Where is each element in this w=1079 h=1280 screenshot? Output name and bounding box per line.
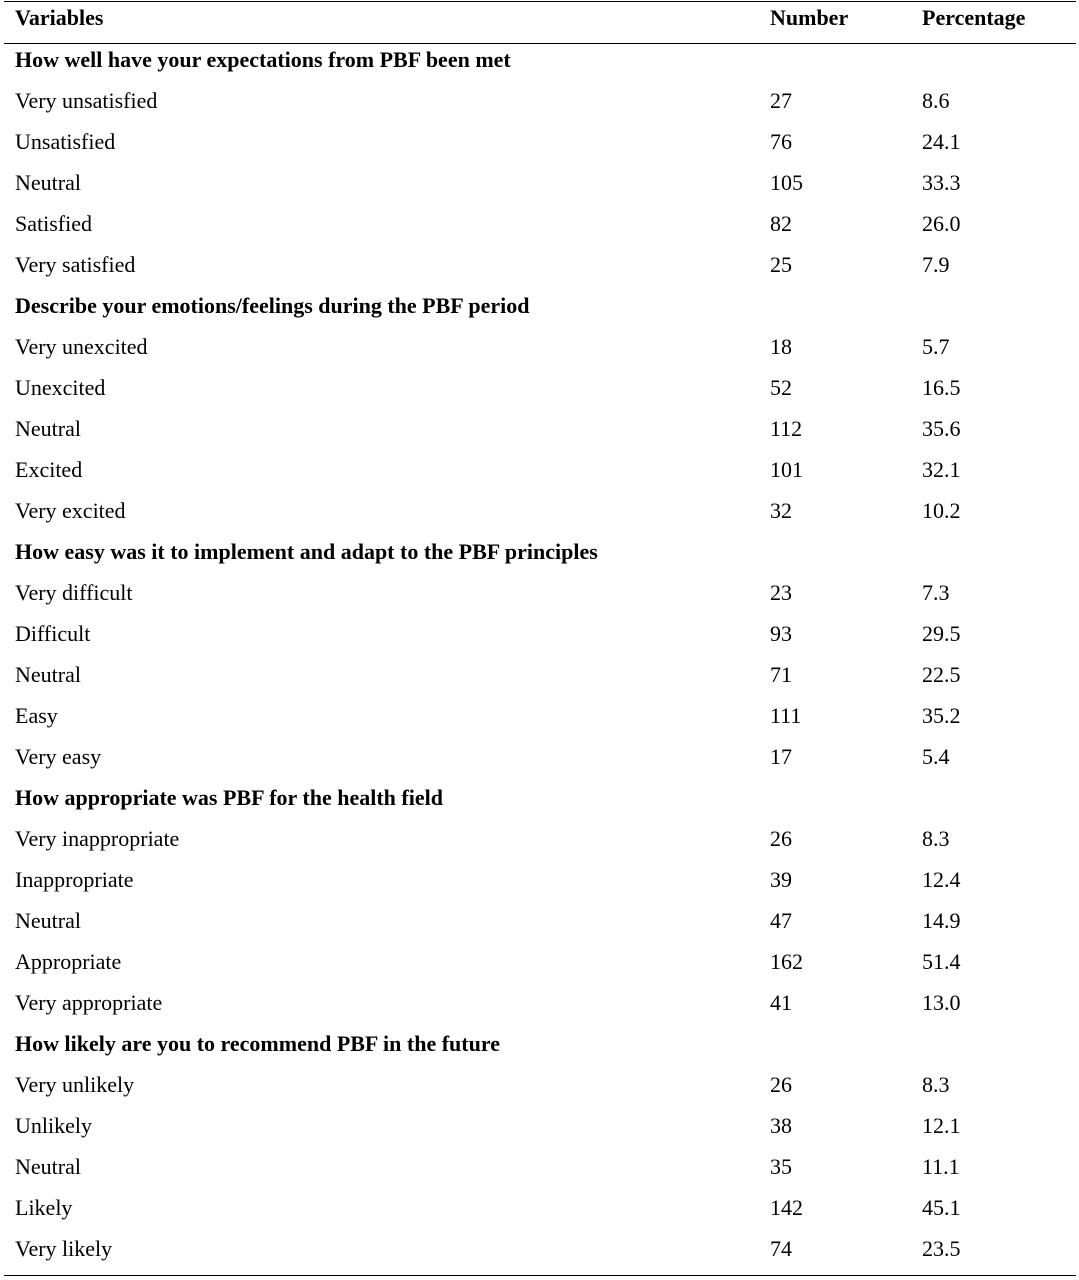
- row-percentage: 5.4: [922, 744, 950, 769]
- row-percentage: 35.6: [922, 416, 961, 441]
- row-label: Neutral: [15, 662, 81, 687]
- row-percentage: 8.6: [922, 88, 950, 113]
- table-row: [0, 1187, 1079, 1228]
- section-title-row: [0, 1023, 1079, 1064]
- table-row: [0, 818, 1079, 859]
- row-number: 105: [770, 170, 803, 195]
- row-label: Neutral: [15, 908, 81, 933]
- row-percentage: 45.1: [922, 1195, 961, 1220]
- row-label: Very excited: [15, 498, 126, 523]
- section-title-row: [0, 777, 1079, 818]
- row-label: Unexcited: [15, 375, 106, 400]
- table-row: [0, 613, 1079, 654]
- row-label: Difficult: [15, 621, 91, 646]
- table-row: [0, 80, 1079, 121]
- row-number: 111: [770, 703, 802, 728]
- row-percentage: 33.3: [922, 170, 961, 195]
- row-label: Likely: [15, 1195, 73, 1220]
- row-percentage: 8.3: [922, 826, 950, 851]
- row-percentage: 16.5: [922, 375, 961, 400]
- row-percentage: 7.3: [922, 580, 950, 605]
- table-row: [0, 244, 1079, 285]
- row-number: 39: [770, 867, 792, 892]
- row-label: Satisfied: [15, 211, 92, 236]
- table-row: [0, 408, 1079, 449]
- row-percentage: 35.2: [922, 703, 961, 728]
- section-title: How well have your expectations from PBF been met: [15, 47, 511, 72]
- table-row: [0, 900, 1079, 941]
- section-title-row: [0, 39, 1079, 80]
- row-percentage: 32.1: [922, 457, 961, 482]
- table-row: [0, 1228, 1079, 1269]
- row-number: 23: [770, 580, 792, 605]
- row-label: Very appropriate: [15, 990, 163, 1015]
- row-percentage: 22.5: [922, 662, 961, 687]
- row-number: 32: [770, 498, 792, 523]
- row-number: 82: [770, 211, 792, 236]
- row-number: 26: [770, 826, 792, 851]
- header-percentage: Percentage: [922, 5, 1026, 30]
- row-number: 35: [770, 1154, 792, 1179]
- row-number: 71: [770, 662, 792, 687]
- table-bottom-rule: [4, 1275, 1076, 1276]
- table-row: [0, 162, 1079, 203]
- row-number: 26: [770, 1072, 792, 1097]
- table-row: [0, 859, 1079, 900]
- row-number: 27: [770, 88, 792, 113]
- row-label: Very unlikely: [15, 1072, 135, 1097]
- table-row: [0, 326, 1079, 367]
- table-row: [0, 367, 1079, 408]
- row-percentage: 8.3: [922, 1072, 950, 1097]
- table-row: [0, 1146, 1079, 1187]
- row-percentage: 7.9: [922, 252, 950, 277]
- row-label: Very easy: [15, 744, 102, 769]
- row-number: 52: [770, 375, 792, 400]
- row-percentage: 5.7: [922, 334, 950, 359]
- row-label: Appropriate: [15, 949, 122, 974]
- table-row: [0, 654, 1079, 695]
- row-label: Neutral: [15, 170, 81, 195]
- row-number: 162: [770, 949, 803, 974]
- row-percentage: 14.9: [922, 908, 961, 933]
- row-percentage: 12.1: [922, 1113, 961, 1138]
- row-percentage: 13.0: [922, 990, 961, 1015]
- row-number: 41: [770, 990, 792, 1015]
- table-row: [0, 736, 1079, 777]
- row-label: Very unexcited: [15, 334, 148, 359]
- row-number: 47: [770, 908, 792, 933]
- section-title: How easy was it to implement and adapt to the PBF principles: [15, 539, 598, 564]
- table-row: [0, 203, 1079, 244]
- row-label: Very satisfied: [15, 252, 136, 277]
- row-number: 142: [770, 1195, 803, 1220]
- row-label: Very inappropriate: [15, 826, 180, 851]
- row-number: 76: [770, 129, 792, 154]
- row-label: Very unsatisfied: [15, 88, 158, 113]
- table-header-row: [0, 0, 1079, 38]
- table-row: [0, 982, 1079, 1023]
- table-row: [0, 449, 1079, 490]
- row-percentage: 51.4: [922, 949, 961, 974]
- row-percentage: 10.2: [922, 498, 961, 523]
- row-label: Easy: [15, 703, 58, 728]
- row-label: Excited: [15, 457, 83, 482]
- row-label: Very likely: [15, 1236, 113, 1261]
- row-percentage: 26.0: [922, 211, 961, 236]
- table-row: [0, 941, 1079, 982]
- row-label: Unsatisfied: [15, 129, 116, 154]
- row-percentage: 24.1: [922, 129, 961, 154]
- row-number: 18: [770, 334, 792, 359]
- table-row: [0, 1064, 1079, 1105]
- row-number: 74: [770, 1236, 792, 1261]
- row-label: Unlikely: [15, 1113, 92, 1138]
- section-title: How likely are you to recommend PBF in the future: [15, 1031, 500, 1056]
- table-row: [0, 695, 1079, 736]
- table-row: [0, 490, 1079, 531]
- row-number: 93: [770, 621, 792, 646]
- row-number: 38: [770, 1113, 792, 1138]
- row-number: 25: [770, 252, 792, 277]
- table-row: [0, 1105, 1079, 1146]
- section-title-row: [0, 285, 1079, 326]
- row-percentage: 11.1: [922, 1154, 960, 1179]
- row-number: 17: [770, 744, 792, 769]
- section-title: How appropriate was PBF for the health field: [15, 785, 443, 810]
- section-title: Describe your emotions/feelings during the PBF period: [15, 293, 530, 318]
- row-percentage: 29.5: [922, 621, 961, 646]
- row-label: Very difficult: [15, 580, 133, 605]
- section-title-row: [0, 531, 1079, 572]
- row-label: Neutral: [15, 1154, 81, 1179]
- row-percentage: 23.5: [922, 1236, 961, 1261]
- table-row: [0, 572, 1079, 613]
- row-label: Neutral: [15, 416, 81, 441]
- row-percentage: 12.4: [922, 867, 961, 892]
- row-label: Inappropriate: [15, 867, 134, 892]
- row-number: 101: [770, 457, 803, 482]
- row-number: 112: [770, 416, 803, 441]
- header-number: Number: [770, 5, 849, 30]
- table-row: [0, 121, 1079, 162]
- header-variables: Variables: [15, 5, 104, 30]
